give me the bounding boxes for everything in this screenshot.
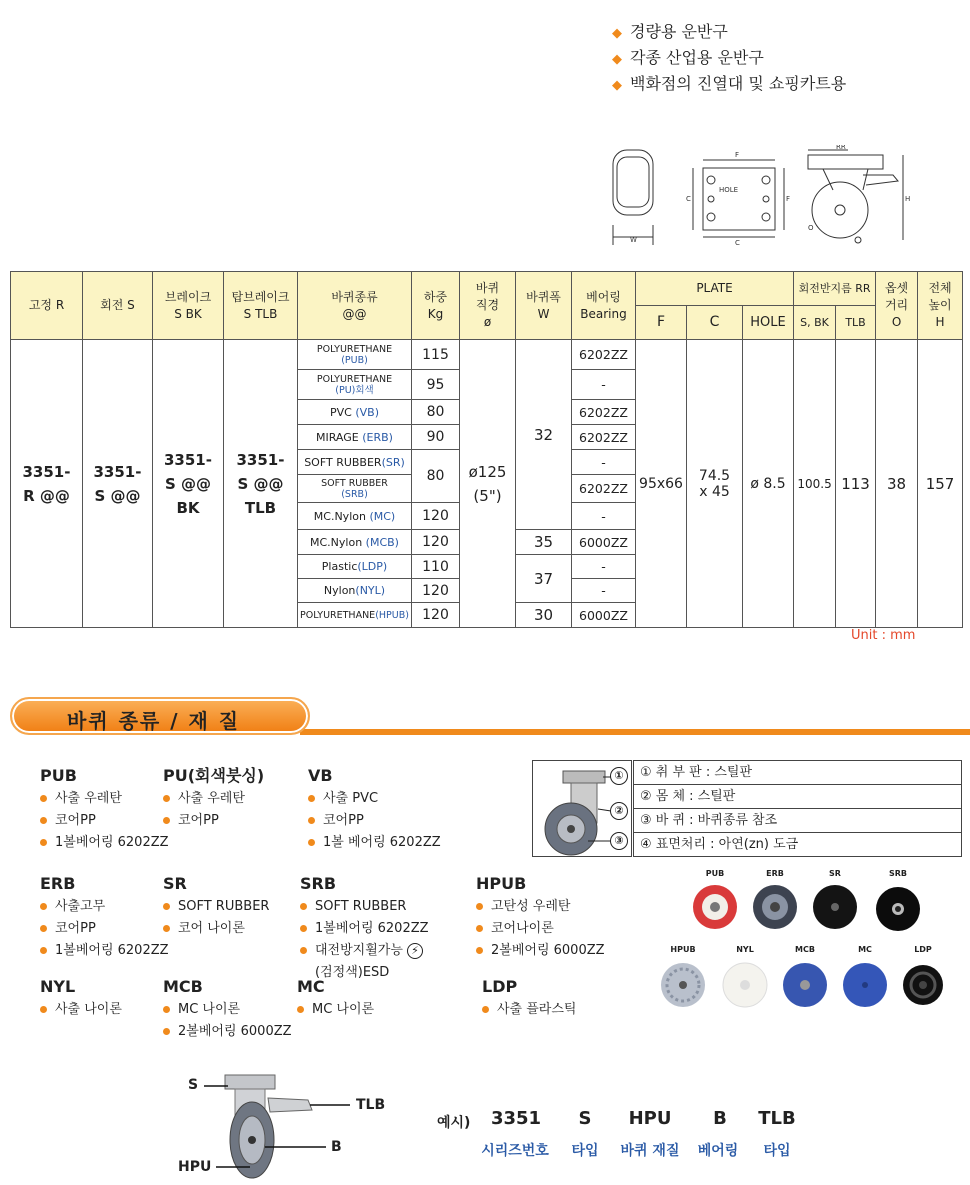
bullet-dot-icon	[476, 925, 483, 932]
example-material-desc: 바퀴 재질	[620, 1143, 680, 1159]
header-load: 하중 Kg	[412, 272, 460, 340]
bullet-dot-icon	[297, 1006, 304, 1013]
plate-hole-cell: ø 8.5	[743, 340, 794, 628]
load-cell: 110	[412, 555, 460, 579]
bearing-cell: 6202ZZ	[572, 400, 636, 425]
load-cell: 80	[412, 400, 460, 425]
wheel-srb	[876, 887, 920, 931]
header-plate-f: F	[636, 306, 687, 340]
material-vb: VB 사출 PVC 코어PP 1볼 베어링 6202ZZ	[308, 766, 441, 850]
component-num-1: ①	[610, 767, 628, 785]
width-cell: 37	[516, 555, 572, 603]
material-srb: SRB SOFT RUBBER 1볼베어링 6202ZZ 대전방지휠가능 ⚡ (검정색)ESD	[300, 874, 429, 980]
dim-f2-label: F	[786, 195, 791, 203]
material-mcb: MCB MC 나이론 2볼베어링 6000ZZ	[163, 977, 292, 1039]
example-top-type-desc: 타입	[763, 1143, 791, 1159]
wheel-type-cell: SOFT RUBBER (SRB)	[298, 475, 412, 503]
example-material: HPU	[628, 1108, 672, 1129]
wheel-label-hpub: HPUB	[670, 945, 696, 954]
header-diameter: 바퀴 직경 ø	[460, 272, 516, 340]
header-plate-hole: HOLE	[743, 306, 794, 340]
technical-drawing	[608, 145, 913, 250]
dim-rr-label: RR	[836, 145, 846, 151]
component-num-2: ②	[610, 802, 628, 820]
bullet-dot-icon	[40, 925, 47, 932]
dim-h-label: H	[905, 195, 911, 203]
bullet-dot-icon	[40, 1006, 47, 1013]
wheel-type-cell: SOFT RUBBER(SR)	[298, 450, 412, 475]
wheel-label-pub: PUB	[705, 869, 725, 878]
feature-list	[612, 20, 846, 98]
wheel-label-sr: SR	[829, 869, 841, 878]
header-width: 바퀴폭 W	[516, 272, 572, 340]
load-cell: 95	[412, 370, 460, 400]
material-hpub: HPUB 고탄성 우레탄 코어나이론 2볼베어링 6000ZZ	[476, 874, 605, 958]
wheel-mcb	[783, 963, 827, 1007]
header-swivel: 회전 S	[83, 272, 153, 340]
lightning-icon: ⚡	[407, 943, 423, 959]
wheel-type-cell: POLYURETHANE(HPUB)	[298, 603, 412, 628]
diamond-icon: ◆	[612, 78, 622, 93]
example-series-desc: 시리즈번호	[481, 1143, 549, 1159]
bullet-dot-icon	[476, 903, 483, 910]
component-row: ① 취 부 판 : 스틸판	[634, 761, 961, 785]
load-cell: 120	[412, 530, 460, 555]
wheel-sr	[813, 885, 857, 929]
offset-cell: 38	[876, 340, 918, 628]
material-pub: PUB 사출 우레탄 코어PP 1볼베어링 6202ZZ	[40, 766, 169, 850]
wheel-type-cell: MC.Nylon (MCB)	[298, 530, 412, 555]
component-box	[532, 760, 962, 857]
bullet-dot-icon	[163, 817, 170, 824]
section-title-pill	[10, 697, 310, 735]
material-pu: PU(회색붓싱) 사출 우레탄 코어PP	[163, 766, 265, 828]
example-type: S	[578, 1108, 592, 1129]
component-list	[633, 760, 962, 857]
wheel-nyl	[723, 963, 767, 1007]
bullet-dot-icon	[308, 817, 315, 824]
diamond-icon: ◆	[612, 52, 622, 67]
load-cell: 120	[412, 579, 460, 603]
code-fixed: 3351- R @@	[11, 340, 83, 628]
dim-hole-label: HOLE	[719, 186, 739, 194]
example-label: 예시)	[437, 1115, 471, 1131]
header-radius-tlb: TLB	[836, 306, 876, 340]
wheel-mc	[843, 963, 887, 1007]
bearing-cell: -	[572, 370, 636, 400]
section-underline	[300, 729, 970, 735]
header-wheel-type: 바퀴종류 @@	[298, 272, 412, 340]
wheel-type-cell: POLYURETHANE (PU)회색	[298, 370, 412, 400]
material-mc: MC MC 나이론	[297, 977, 375, 1017]
feature-item: ◆ 각종 산업용 운반구	[612, 48, 764, 67]
material-nyl: NYL 사출 나이론	[40, 977, 122, 1017]
example-bearing-desc: 베어링	[697, 1143, 739, 1159]
bullet-dot-icon	[40, 817, 47, 824]
header-offset: 옵셋 거리 O	[876, 272, 918, 340]
radius-sbk-cell: 100.5	[794, 340, 836, 628]
plate-f-cell: 95x66	[636, 340, 687, 628]
wheel-type-cell: Nylon(NYL)	[298, 579, 412, 603]
header-plate-c: C	[687, 306, 743, 340]
section-header	[0, 697, 970, 737]
header-bearing: 베어링 Bearing	[572, 272, 636, 340]
section-title: 바퀴 종류 / 재 질	[67, 709, 241, 733]
diameter-cell: ø125 (5")	[460, 340, 516, 628]
wheel-front-view	[613, 150, 653, 215]
load-cell: 90	[412, 425, 460, 450]
material-sr: SR SOFT RUBBER 코어 나이론	[163, 874, 270, 936]
bearing-cell: -	[572, 503, 636, 530]
bullet-dot-icon	[163, 925, 170, 932]
wheel-label-mcb: MCB	[795, 945, 815, 954]
component-row: ③ 바 퀴 : 바퀴종류 참조	[634, 809, 961, 833]
bullet-dot-icon	[300, 903, 307, 910]
dim-o-label: O	[808, 224, 814, 232]
code-swivel: 3351- S @@	[83, 340, 153, 628]
caster-side-wheel	[812, 182, 868, 238]
load-cell: 120	[412, 503, 460, 530]
bullet-dot-icon	[300, 925, 307, 932]
radius-tlb-cell: 113	[836, 340, 876, 628]
caster-example-illustration	[190, 1070, 390, 1185]
bullet-dot-icon	[308, 795, 315, 802]
wheel-samples	[655, 865, 955, 1015]
dim-f-label: F	[735, 151, 740, 159]
wheel-hpub	[661, 963, 705, 1007]
wheel-label-mc: MC	[858, 945, 872, 954]
width-cell: 35	[516, 530, 572, 555]
wheel-type-cell: POLYURETHANE (PUB)	[298, 340, 412, 370]
callout-b: B	[331, 1139, 342, 1155]
header-top-brake: 탑브레이크 S TLB	[224, 272, 298, 340]
header-plate: PLATE	[636, 272, 794, 306]
header-brake: 브레이크 S BK	[153, 272, 224, 340]
bullet-dot-icon	[163, 1028, 170, 1035]
bullet-dot-icon	[40, 795, 47, 802]
callout-s: S	[188, 1077, 199, 1093]
wheel-label-ldp: LDP	[914, 945, 932, 954]
wheel-type-cell: MIRAGE (ERB)	[298, 425, 412, 450]
header-radius-sbk: S, BK	[794, 306, 836, 340]
feature-item: ◆ 백화점의 진열대 및 쇼핑카트용	[612, 74, 847, 93]
load-cell: 115	[412, 340, 460, 370]
table-row	[11, 340, 963, 370]
callout-hpu: HPU	[178, 1159, 212, 1175]
bullet-dot-icon	[308, 839, 315, 846]
example-top-type: TLB	[758, 1108, 796, 1129]
bearing-cell: 6000ZZ	[572, 530, 636, 555]
wheel-pub	[693, 885, 737, 929]
spec-table	[10, 271, 963, 628]
bullet-dot-icon	[40, 947, 47, 954]
width-cell: 32	[516, 340, 572, 530]
wheel-type-cell: MC.Nylon (MC)	[298, 503, 412, 530]
diamond-icon: ◆	[612, 26, 622, 41]
header-radius: 회전반지름 RR	[794, 272, 876, 306]
wheel-type-cell: PVC (VB)	[298, 400, 412, 425]
code-top-brake: 3351- S @@ TLB	[224, 340, 298, 628]
caster-component-image	[532, 760, 632, 857]
bullet-dot-icon	[476, 947, 483, 954]
load-cell: 120	[412, 603, 460, 628]
example-bearing: B	[713, 1108, 727, 1129]
wheel-type-cell: Plastic(LDP)	[298, 555, 412, 579]
wheel-label-nyl: NYL	[736, 945, 754, 954]
dim-c2-label: C	[686, 195, 691, 203]
bearing-cell: 6000ZZ	[572, 603, 636, 628]
example-series: 3351	[490, 1108, 542, 1129]
bearing-cell: 6202ZZ	[572, 475, 636, 503]
feature-item: ◆ 경량용 운반구	[612, 22, 728, 41]
component-row: ② 몸 체 : 스틸판	[634, 785, 961, 809]
bearing-cell: 6202ZZ	[572, 340, 636, 370]
caster-side-plate	[808, 155, 883, 169]
wheel-label-srb: SRB	[888, 869, 908, 878]
width-cell: 30	[516, 603, 572, 628]
material-erb: ERB 사출고무 코어PP 1볼베어링 6202ZZ	[40, 874, 169, 958]
load-cell: 80	[412, 450, 460, 503]
bullet-dot-icon	[40, 839, 47, 846]
header-height: 전체 높이 H	[918, 272, 963, 340]
component-row: ④ 표면처리 : 아연(zn) 도금	[640, 837, 799, 852]
bullet-dot-icon	[163, 1006, 170, 1013]
bearing-cell: 6202ZZ	[572, 425, 636, 450]
bullet-dot-icon	[163, 903, 170, 910]
bullet-dot-icon	[482, 1006, 489, 1013]
wheel-ldp	[903, 965, 943, 1005]
unit-label: Unit : mm	[851, 628, 916, 643]
wheel-label-erb: ERB	[766, 869, 784, 878]
wheel-erb	[753, 885, 797, 929]
callout-tlb: TLB	[356, 1097, 386, 1113]
bearing-cell: -	[572, 555, 636, 579]
code-brake: 3351- S @@ BK	[153, 340, 224, 628]
bullet-dot-icon	[40, 903, 47, 910]
bearing-cell: -	[572, 450, 636, 475]
example-type-desc: 타입	[571, 1143, 599, 1159]
material-ldp: LDP 사출 플라스틱	[482, 977, 577, 1017]
bullet-dot-icon	[300, 947, 307, 954]
bullet-dot-icon	[163, 795, 170, 802]
bearing-cell: -	[572, 579, 636, 603]
header-fixed: 고정 R	[11, 272, 83, 340]
height-cell: 157	[918, 340, 963, 628]
dim-c-label: C	[735, 239, 740, 247]
component-num-3: ③	[610, 832, 628, 850]
dim-w-label: W	[630, 236, 637, 244]
plate-c-cell: 74.5 x 45	[687, 340, 743, 628]
